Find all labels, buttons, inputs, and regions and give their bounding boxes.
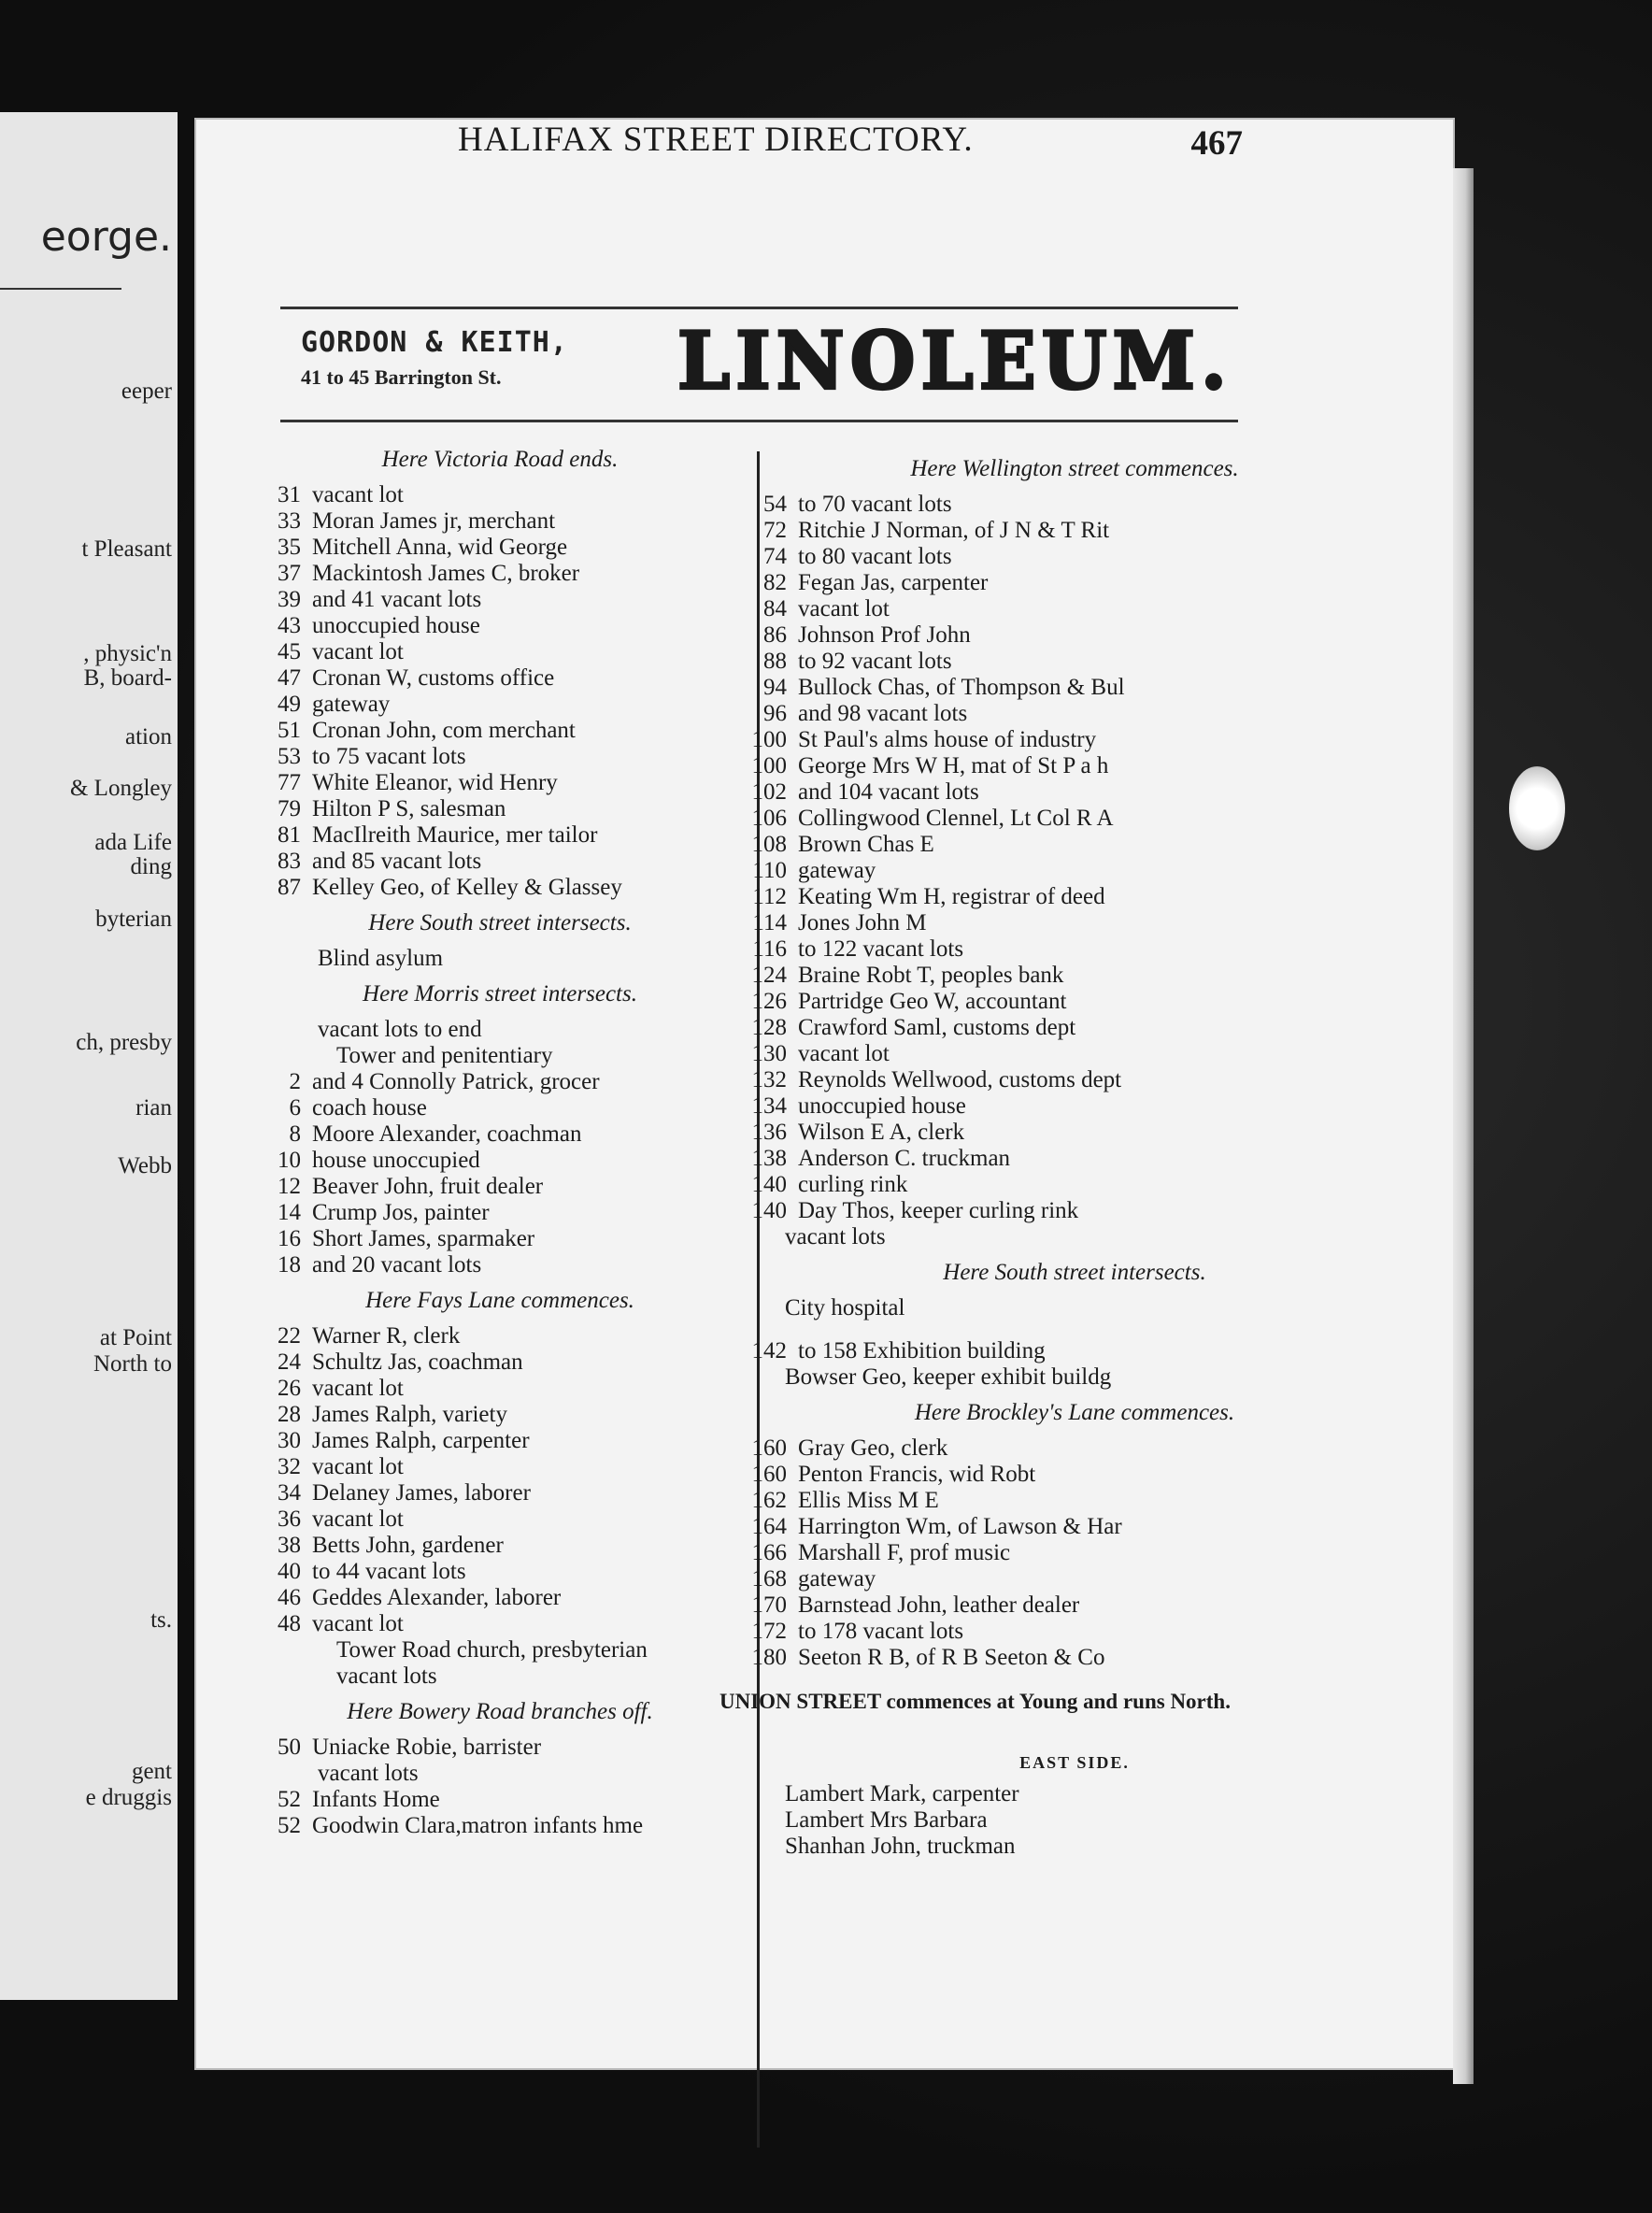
directory-entry — [252, 482, 748, 508]
entry-text: vacant lot — [312, 1376, 404, 1401]
left-page-fragment: byterian — [95, 907, 172, 932]
street-number: 48 — [278, 1611, 301, 1636]
page-edge — [1453, 168, 1474, 2084]
street-number: 51 — [278, 718, 301, 743]
directory-entry — [719, 1015, 1430, 1041]
entry-text: to 92 vacant lots — [798, 649, 952, 674]
street-number: 114 — [752, 910, 787, 935]
entry-text: and 104 vacant lots — [798, 779, 979, 805]
entry-text: vacant lot — [312, 482, 404, 507]
entry-text: Ellis Miss M E — [798, 1488, 939, 1513]
directory-entry — [719, 1146, 1430, 1172]
directory-entry — [252, 744, 748, 770]
directory-entry: vacant lots to end — [318, 1017, 482, 1042]
entry-text: coach house — [312, 1095, 427, 1121]
directory-entry — [252, 1323, 748, 1349]
directory-entry — [719, 1645, 1430, 1671]
directory-entry — [252, 1735, 748, 1761]
street-number: 132 — [751, 1067, 787, 1092]
directory-entry — [719, 779, 1430, 806]
street-number: 38 — [278, 1533, 301, 1558]
directory-entry — [252, 613, 748, 639]
street-number: 162 — [751, 1488, 787, 1513]
street-number: 138 — [751, 1146, 787, 1171]
entry-text: Penton Francis, wid Robt — [798, 1462, 1036, 1487]
street-number: 16 — [278, 1226, 301, 1251]
directory-entry — [719, 936, 1430, 963]
entry-text: house unoccupied — [312, 1148, 480, 1173]
street-number: 22 — [278, 1323, 301, 1349]
entry-text: Delaney James, laborer — [312, 1480, 531, 1506]
street-number: 72 — [763, 518, 787, 543]
left-page-fragment: rian — [135, 1095, 172, 1121]
left-page-fragment: Webb — [118, 1153, 172, 1178]
directory-entry — [252, 1200, 748, 1226]
entry-text: Mitchell Anna, wid George — [312, 535, 568, 560]
directory-entry — [252, 1095, 748, 1121]
left-page-edge — [0, 112, 178, 2000]
street-number: 172 — [751, 1619, 787, 1644]
street-number: 54 — [763, 492, 787, 517]
left-page-fragment: & Longley — [69, 776, 172, 801]
street-number: 112 — [752, 884, 787, 909]
directory-entry — [719, 1067, 1430, 1093]
light-spot — [1509, 766, 1565, 850]
entry-text: Collingwood Clennel, Lt Col R A — [798, 806, 1114, 831]
street-number: 50 — [278, 1735, 301, 1760]
entry-text: to 44 vacant lots — [312, 1559, 466, 1584]
entry-text: Gray Geo, clerk — [798, 1435, 948, 1461]
left-page-fragment: eeper — [121, 378, 172, 404]
directory-entry — [719, 753, 1430, 779]
left-page-rule — [0, 288, 121, 290]
street-number: 128 — [751, 1015, 787, 1040]
advert-address: 41 to 45 Barrington St. — [301, 365, 502, 389]
page-number: 467 — [1190, 124, 1243, 163]
street-number: 24 — [278, 1349, 301, 1375]
street-number: 134 — [751, 1093, 787, 1119]
directory-entry — [719, 910, 1430, 936]
directory-entry — [252, 1559, 748, 1585]
directory-entry — [252, 1454, 748, 1480]
entry-text: vacant lot — [798, 596, 890, 621]
street-number: 136 — [751, 1120, 787, 1145]
street-number: 94 — [763, 675, 787, 700]
left-page-fragment: North to — [93, 1351, 172, 1377]
directory-entry — [719, 1592, 1430, 1619]
left-page-fragment: gent — [131, 1759, 172, 1784]
directory-entry — [719, 1041, 1430, 1067]
left-page-fragment: eorge. — [40, 213, 172, 261]
left-page-fragment: at Point — [99, 1325, 172, 1350]
entry-text: and 98 vacant lots — [798, 701, 968, 726]
street-number: 83 — [278, 849, 301, 874]
directory-entry — [252, 1252, 748, 1278]
street-number: 170 — [751, 1592, 787, 1618]
directory-entry — [252, 1480, 748, 1506]
directory-entry — [719, 1435, 1430, 1462]
directory-entry — [719, 570, 1430, 596]
entry-text: Wilson E A, clerk — [798, 1120, 965, 1145]
street-number: 52 — [278, 1813, 301, 1838]
street-number: 18 — [278, 1252, 301, 1278]
entry-text: Betts John, gardener — [312, 1533, 504, 1558]
directory-entry — [719, 963, 1430, 989]
left-page-fragment: e druggis — [85, 1785, 172, 1810]
street-number: 140 — [751, 1172, 787, 1197]
entry-text: Johnson Prof John — [798, 622, 971, 648]
directory-entry — [252, 665, 748, 692]
directory-entry — [252, 1585, 748, 1611]
entry-text: Cronan John, com merchant — [312, 718, 576, 743]
entry-text: Moran James jr, merchant — [312, 508, 556, 534]
entry-text: and 4 Connolly Patrick, grocer — [312, 1069, 600, 1094]
directory-entry — [719, 518, 1430, 544]
entry-text: vacant lot — [312, 1611, 404, 1636]
directory-entry — [719, 622, 1430, 649]
entry-text: vacant lot — [312, 1454, 404, 1479]
directory-entry — [719, 1619, 1430, 1645]
directory-entry — [252, 1787, 748, 1813]
directory-entry — [252, 1069, 748, 1095]
entry-text: Seeton R B, of R B Seeton & Co — [798, 1645, 1105, 1670]
entry-text: Short James, sparmaker — [312, 1226, 535, 1251]
entry-text: to 122 vacant lots — [798, 936, 964, 962]
street-number: 40 — [278, 1559, 301, 1584]
directory-entry — [252, 1376, 748, 1402]
street-number: 88 — [763, 649, 787, 674]
directory-entry — [252, 692, 748, 718]
directory-entry — [252, 849, 748, 875]
entry-text: Barnstead John, leather dealer — [798, 1592, 1080, 1618]
entry-text: and 41 vacant lots — [312, 587, 482, 612]
street-number: 74 — [763, 544, 787, 569]
street-number: 32 — [278, 1454, 301, 1479]
street-number: 84 — [763, 596, 787, 621]
section-heading: Here South street intersects. — [368, 910, 632, 935]
directory-entry — [252, 1506, 748, 1533]
directory-entry: City hospital — [785, 1295, 905, 1321]
spacer — [719, 1671, 1430, 1688]
directory-entry — [252, 822, 748, 849]
entry-text: Hilton P S, salesman — [312, 796, 506, 821]
street-number: 33 — [278, 508, 301, 534]
street-number: 130 — [751, 1041, 787, 1066]
street-number: 142 — [751, 1338, 787, 1363]
entry-text: to 80 vacant lots — [798, 544, 952, 569]
directory-entry — [252, 875, 748, 901]
entry-text: Marshall F, prof music — [798, 1540, 1011, 1565]
left-page-fragment: ada Life — [94, 830, 172, 855]
street-number: 31 — [278, 482, 301, 507]
left-page-fragment: B, board- — [83, 665, 172, 691]
directory-entry — [252, 1148, 748, 1174]
directory-entry: vacant lots — [336, 1663, 437, 1689]
street-number: 39 — [278, 587, 301, 612]
entry-text: to 70 vacant lots — [798, 492, 952, 517]
section-heading: Here Morris street intersects. — [363, 981, 637, 1007]
directory-entry — [252, 587, 748, 613]
left-page-fragment: ts. — [150, 1607, 172, 1633]
directory-entry — [719, 727, 1430, 753]
directory-entry — [252, 770, 748, 796]
entry-text: Partridge Geo W, accountant — [798, 989, 1067, 1014]
street-number: 82 — [763, 570, 787, 595]
street-number: 110 — [752, 858, 787, 883]
page-title: HALIFAX STREET DIRECTORY. — [458, 121, 974, 159]
entry-text: unoccupied house — [798, 1093, 966, 1119]
entry-text: gateway — [312, 692, 391, 717]
left-page-fragment: ch, presby — [76, 1030, 172, 1055]
street-number: 43 — [278, 613, 301, 638]
street-heading: UNION STREET commences at Young and runs North. — [719, 1690, 1231, 1713]
section-heading: Here Bowery Road branches off. — [347, 1699, 653, 1724]
entry-text: James Ralph, variety — [312, 1402, 507, 1427]
directory-entry — [252, 1349, 748, 1376]
directory-entry — [719, 858, 1430, 884]
directory-entry: Shanhan John, truckman — [785, 1834, 1016, 1859]
directory-entry — [252, 1611, 748, 1637]
directory-entry — [252, 561, 748, 587]
directory-entry — [719, 1093, 1430, 1120]
left-page-fragment: t Pleasant — [81, 536, 172, 562]
street-number: 96 — [763, 701, 787, 726]
entry-text: Brown Chas E — [798, 832, 934, 857]
street-number: 87 — [278, 875, 301, 900]
street-number: 46 — [278, 1585, 301, 1610]
entry-text: to 178 vacant lots — [798, 1619, 964, 1644]
entry-text: Geddes Alexander, laborer — [312, 1585, 562, 1610]
directory-entry — [719, 492, 1430, 518]
street-number: 160 — [751, 1435, 787, 1461]
entry-text: Ritchie J Norman, of J N & T Rit — [798, 518, 1110, 543]
street-number: 77 — [278, 770, 301, 795]
street-number: 34 — [278, 1480, 301, 1506]
directory-entry — [719, 701, 1430, 727]
street-number: 37 — [278, 561, 301, 586]
directory-entry: Tower and penitentiary — [336, 1043, 553, 1068]
entry-text: vacant lot — [312, 1506, 404, 1532]
left-page-fragment: ding — [130, 854, 172, 879]
directory-entry — [252, 1174, 748, 1200]
right-column — [719, 447, 1430, 1860]
street-number: 126 — [751, 989, 787, 1014]
street-number: 166 — [751, 1540, 787, 1565]
directory-entry — [252, 535, 748, 561]
street-number: 168 — [751, 1566, 787, 1592]
directory-entry — [252, 1813, 748, 1839]
street-number: 116 — [752, 936, 787, 962]
directory-entry — [252, 1121, 748, 1148]
entry-text: vacant lot — [312, 639, 404, 664]
street-number: 6 — [289, 1095, 301, 1121]
directory-entry: Blind asylum — [318, 946, 444, 971]
advert-company: GORDON & KEITH, — [301, 326, 568, 359]
street-number: 180 — [751, 1645, 787, 1670]
left-page-fragment: ation — [125, 724, 172, 750]
street-number: 47 — [278, 665, 301, 691]
entry-text: and 20 vacant lots — [312, 1252, 482, 1278]
entry-text: to 75 vacant lots — [312, 744, 466, 769]
left-page-fragment: , physic'n — [83, 641, 172, 666]
directory-entry: vacant lots — [318, 1761, 419, 1786]
directory-entry — [252, 796, 748, 822]
entry-text: Braine Robt T, peoples bank — [798, 963, 1064, 988]
directory-entry — [719, 1514, 1430, 1540]
section-heading: Here Brockley's Lane commences. — [914, 1400, 1235, 1425]
street-number: 86 — [763, 622, 787, 648]
entry-text: Harrington Wm, of Lawson & Har — [798, 1514, 1122, 1539]
entry-text: and 85 vacant lots — [312, 849, 482, 874]
entry-text: Warner R, clerk — [312, 1323, 461, 1349]
directory-entry — [719, 832, 1430, 858]
directory-entry — [252, 1428, 748, 1454]
entry-text: Mackintosh James C, broker — [312, 561, 580, 586]
street-number: 100 — [751, 753, 787, 778]
section-heading: Here Wellington street commences. — [910, 456, 1239, 481]
entry-text: Reynolds Wellwood, customs dept — [798, 1067, 1122, 1092]
directory-entry — [719, 544, 1430, 570]
directory-entry — [719, 884, 1430, 910]
side-heading: EAST SIDE. — [1019, 1753, 1130, 1772]
entry-text: unoccupied house — [312, 613, 480, 638]
directory-entry — [719, 1488, 1430, 1514]
entry-text: Bullock Chas, of Thompson & Bul — [798, 675, 1125, 700]
entry-text: Keating Wm H, registrar of deed — [798, 884, 1105, 909]
street-number: 102 — [751, 779, 787, 805]
entry-text: Cronan W, customs office — [312, 665, 555, 691]
street-number: 12 — [278, 1174, 301, 1199]
directory-entry — [252, 1533, 748, 1559]
street-number: 10 — [278, 1148, 301, 1173]
directory-entry — [719, 1338, 1430, 1364]
section-heading: Here Fays Lane commences. — [365, 1288, 634, 1313]
street-number: 35 — [278, 535, 301, 560]
street-number: 8 — [289, 1121, 301, 1147]
entry-text: Uniacke Robie, barrister — [312, 1735, 542, 1760]
street-number: 81 — [278, 822, 301, 848]
directory-entry — [719, 1566, 1430, 1592]
left-column — [252, 437, 748, 1839]
section-heading: Here South street intersects. — [943, 1260, 1206, 1285]
entry-text: St Paul's alms house of industry — [798, 727, 1097, 752]
entry-text: MacIlreith Maurice, mer tailor — [312, 822, 598, 848]
entry-text: Kelley Geo, of Kelley & Glassey — [312, 875, 622, 900]
directory-entry — [719, 649, 1430, 675]
street-number: 160 — [751, 1462, 787, 1487]
street-number: 28 — [278, 1402, 301, 1427]
street-number: 124 — [751, 963, 787, 988]
directory-entry — [719, 1198, 1430, 1224]
directory-entry — [719, 1172, 1430, 1198]
entry-text: Jones John M — [798, 910, 927, 935]
directory-entry — [252, 1226, 748, 1252]
street-number: 26 — [278, 1376, 301, 1401]
directory-entry: Tower Road church, presbyterian — [336, 1637, 648, 1663]
street-number: 36 — [278, 1506, 301, 1532]
street-number: 79 — [278, 796, 301, 821]
street-number: 2 — [289, 1069, 301, 1094]
directory-entry — [719, 1120, 1430, 1146]
street-number: 45 — [278, 639, 301, 664]
street-number: 49 — [278, 692, 301, 717]
entry-text: White Eleanor, wid Henry — [312, 770, 558, 795]
spacer — [719, 1321, 1430, 1338]
page-content — [196, 120, 1453, 2068]
entry-text: Beaver John, fruit dealer — [312, 1174, 544, 1199]
directory-entry — [719, 596, 1430, 622]
directory-entry — [719, 1462, 1430, 1488]
entry-text: curling rink — [798, 1172, 908, 1197]
street-number: 164 — [751, 1514, 787, 1539]
entry-text: Goodwin Clara,matron infants hme — [312, 1813, 644, 1838]
directory-entry: Bowser Geo, keeper exhibit buildg — [785, 1364, 1112, 1390]
street-number: 100 — [751, 727, 787, 752]
street-number: 52 — [278, 1787, 301, 1812]
street-number: 53 — [278, 744, 301, 769]
advert-product: LINOLEUM. — [677, 314, 1232, 407]
street-number: 108 — [751, 832, 787, 857]
street-number: 30 — [278, 1428, 301, 1453]
entry-text: Crawford Saml, customs dept — [798, 1015, 1076, 1040]
directory-entry — [719, 989, 1430, 1015]
entry-text: George Mrs W H, mat of St P a h — [798, 753, 1109, 778]
directory-entry — [252, 508, 748, 535]
entry-text: Crump Jos, painter — [312, 1200, 490, 1225]
street-number: 14 — [278, 1200, 301, 1225]
entry-text: gateway — [798, 858, 876, 883]
directory-entry — [719, 675, 1430, 701]
street-number: 106 — [751, 806, 787, 831]
advert-band — [280, 307, 1238, 422]
directory-entry: Lambert Mark, carpenter — [785, 1781, 1019, 1806]
entry-text: James Ralph, carpenter — [312, 1428, 530, 1453]
entry-text: gateway — [798, 1566, 876, 1592]
entry-text: Day Thos, keeper curling rink — [798, 1198, 1079, 1223]
directory-entry — [252, 718, 748, 744]
entry-text: Schultz Jas, coachman — [312, 1349, 523, 1375]
entry-text: to 158 Exhibition building — [798, 1338, 1046, 1363]
entry-text: Infants Home — [312, 1787, 440, 1812]
directory-entry: Lambert Mrs Barbara — [785, 1807, 988, 1833]
directory-entry: vacant lots — [785, 1224, 886, 1249]
directory-entry — [252, 639, 748, 665]
entry-text: Anderson C. truckman — [798, 1146, 1011, 1171]
entry-text: Fegan Jas, carpenter — [798, 570, 989, 595]
section-heading: Here Victoria Road ends. — [381, 447, 619, 472]
entry-text: vacant lot — [798, 1041, 890, 1066]
directory-entry — [252, 1402, 748, 1428]
entry-text: Moore Alexander, coachman — [312, 1121, 582, 1147]
directory-entry — [719, 1540, 1430, 1566]
directory-entry — [719, 806, 1430, 832]
street-number: 140 — [751, 1198, 787, 1223]
